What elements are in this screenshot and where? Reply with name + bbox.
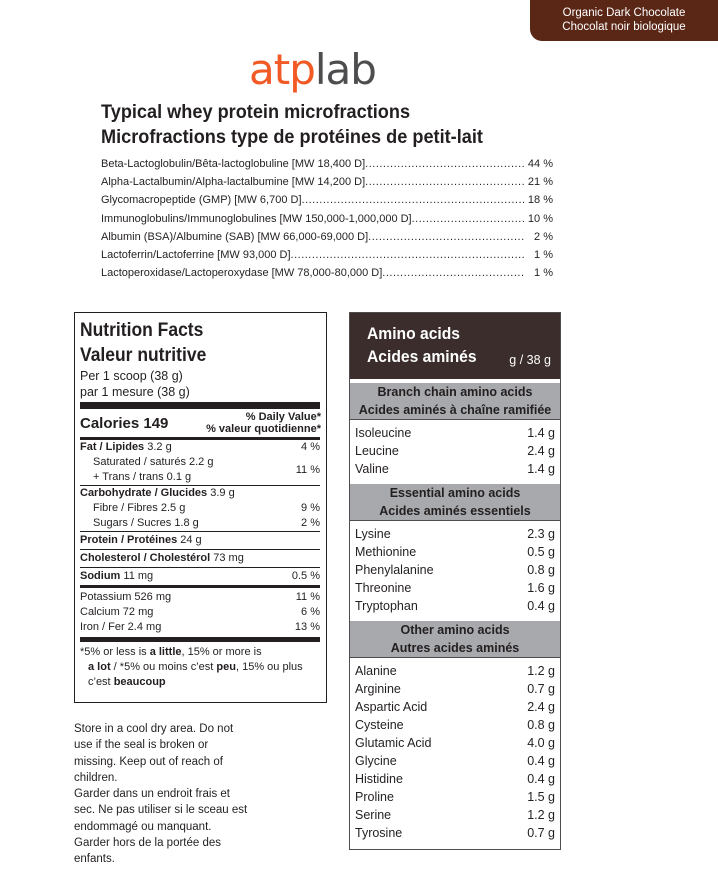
amino-name: Methionine xyxy=(355,545,417,559)
fibre-row xyxy=(80,501,320,516)
storage-line: Store in a cool dry area. Do not xyxy=(74,723,234,735)
fraction-label: Glycomacropeptide (GMP) [MW 6,700 D] xyxy=(101,194,302,207)
fractions-list xyxy=(101,155,553,282)
amino-name: Leucine xyxy=(355,444,399,458)
storage-line: children. xyxy=(74,771,118,784)
amino-row xyxy=(355,442,555,460)
carb-amount: 3.9 g xyxy=(210,487,235,499)
nutrition-title-fr: Valeur nutritive xyxy=(80,345,207,366)
trans-label: + Trans / trans 0.1 g xyxy=(93,471,192,483)
amino-name: Threonine xyxy=(355,581,412,595)
amino-acids-panel xyxy=(349,312,561,850)
leader-dots xyxy=(365,155,525,173)
storage-instructions xyxy=(74,721,259,868)
amino-name: Serine xyxy=(355,808,392,822)
footnote-bold: a little xyxy=(149,646,182,658)
amino-value: 2.4 g xyxy=(527,444,555,458)
flavor-label-en: Organic Dark Chocolate xyxy=(562,7,686,19)
footnote-text: c’est xyxy=(88,676,114,688)
amino-header xyxy=(350,313,560,379)
section-title-fr: Autres acides aminés xyxy=(390,641,520,655)
amino-row xyxy=(355,806,555,824)
fraction-label: Immunoglobulins/Immunoglobulines [MW 150,000-1,000,000 D] xyxy=(101,212,412,225)
leader-dots xyxy=(412,210,525,228)
amino-value: 0.7 g xyxy=(527,682,555,696)
amino-value: 2.3 g xyxy=(527,527,555,541)
footnote-text: , 15% ou plus xyxy=(235,661,303,673)
brand-logo xyxy=(249,45,376,94)
thick-rule xyxy=(80,402,320,409)
amino-name: Tryptophan xyxy=(355,599,418,613)
leader-dots xyxy=(291,246,525,264)
fibre-label: Fibre / Fibres 2.5 g xyxy=(93,502,186,514)
storage-line: use if the seal is broken or xyxy=(74,739,209,752)
iron-pct: 13 % xyxy=(294,621,320,633)
storage-line: missing. Keep out of reach of xyxy=(74,755,223,768)
flavor-label-fr: Chocolat noir biologique xyxy=(562,21,686,33)
amino-section-header xyxy=(350,617,560,658)
logo-part-atp: atp xyxy=(249,45,315,94)
sodium-pct: 0.5 % xyxy=(291,570,320,582)
amino-value: 0.7 g xyxy=(527,826,555,840)
daily-value-fr: % valeur quotidienne* xyxy=(206,423,321,435)
carb-label: Carbohydrate / Glucides xyxy=(80,487,208,499)
amino-row xyxy=(355,597,555,615)
amino-title-fr: Acides aminés xyxy=(367,347,477,366)
amino-row xyxy=(355,525,555,543)
amino-value: 1.2 g xyxy=(527,664,555,678)
amino-row xyxy=(355,716,555,734)
fraction-label: Lactoferrin/Lactoferrine [MW 93,000 D] xyxy=(101,248,291,261)
amino-section-header xyxy=(350,480,560,521)
logo-part-lab: lab xyxy=(314,45,376,94)
serving-size-en: Per 1 scoop (38 g) xyxy=(80,369,183,383)
potassium-row xyxy=(80,590,320,605)
sodium-label: Sodium xyxy=(80,570,121,582)
fraction-value: 1 % xyxy=(534,248,553,261)
sodium-amount: 11 mg xyxy=(123,570,154,582)
amino-value: 0.8 g xyxy=(527,563,555,577)
thick-rule xyxy=(80,637,320,642)
footnote-text: / *5% ou moins c’est xyxy=(110,661,217,673)
storage-line: sec. Ne pas utiliser si le sceau est xyxy=(74,804,248,817)
fraction-value: 18 % xyxy=(527,194,553,207)
amino-name: Glutamic Acid xyxy=(355,736,432,750)
amino-value: 1.5 g xyxy=(527,790,555,804)
sugars-row xyxy=(80,516,320,531)
fraction-value: 2 % xyxy=(534,230,553,243)
iron-row xyxy=(80,620,320,635)
daily-value-header xyxy=(206,411,321,435)
amino-name: Phenylalanine xyxy=(355,563,434,577)
amino-value: 2.4 g xyxy=(527,700,555,714)
amino-value: 0.4 g xyxy=(527,772,555,786)
fat-amount: 3.2 g xyxy=(147,441,172,453)
cholesterol-label: Cholesterol / Cholestérol xyxy=(80,552,211,564)
serving-size-fr: par 1 mesure (38 g) xyxy=(80,385,190,399)
calcium-pct: 6 % xyxy=(301,606,320,618)
amino-row xyxy=(355,460,555,478)
calcium-label: Calcium 72 mg xyxy=(80,606,154,618)
amino-value: 4.0 g xyxy=(527,736,555,750)
fat-row xyxy=(80,440,320,455)
section-title-en: Essential amino acids xyxy=(389,486,521,500)
amino-row xyxy=(355,680,555,698)
section-title-en: Other amino acids xyxy=(400,623,510,637)
storage-line: Garder dans un endroit frais et xyxy=(74,788,230,801)
protein-row xyxy=(80,532,320,549)
section-title-en: Branch chain amino acids xyxy=(377,385,533,399)
amino-list xyxy=(350,420,560,478)
calcium-row xyxy=(80,605,320,620)
amino-row xyxy=(355,561,555,579)
protein-amount: 24 g xyxy=(180,534,202,546)
fraction-row xyxy=(101,210,553,228)
saturated-trans-pct: 11 % xyxy=(295,463,320,476)
fat-pct: 4 % xyxy=(301,441,320,453)
cholesterol-row xyxy=(80,550,320,567)
amino-value: 0.4 g xyxy=(527,599,555,613)
amino-list xyxy=(350,521,560,615)
fraction-row xyxy=(101,246,553,264)
sugars-pct: 2 % xyxy=(301,517,320,529)
footnote-bold: peu xyxy=(216,661,236,673)
amino-row xyxy=(355,824,555,842)
amino-row xyxy=(355,698,555,716)
potassium-pct: 11 % xyxy=(295,591,320,603)
fibre-pct: 9 % xyxy=(301,502,320,514)
carb-row xyxy=(80,486,320,501)
section-title-fr: Acides aminés à chaîne ramifiée xyxy=(358,403,552,417)
fraction-row xyxy=(101,173,553,191)
amino-name: Glycine xyxy=(355,754,397,768)
amino-value: 1.4 g xyxy=(527,462,555,476)
amino-row xyxy=(355,752,555,770)
leader-dots xyxy=(382,264,525,282)
fraction-value: 10 % xyxy=(527,212,553,225)
serving-size xyxy=(80,368,321,400)
nutrition-title xyxy=(80,318,302,368)
footnote-text: *5% or less is xyxy=(80,646,150,658)
fraction-label: Beta-Lactoglobulin/Bêta-lactoglobuline [MW 18,400 D] xyxy=(101,158,366,170)
saturated-trans-row xyxy=(80,455,320,485)
amino-list xyxy=(350,658,560,842)
cholesterol-amount: 73 mg xyxy=(213,552,244,564)
storage-line: endommagé ou manquant. xyxy=(74,820,212,833)
amino-name: Alanine xyxy=(355,664,397,678)
iron-label: Iron / Fer 2.4 mg xyxy=(80,621,162,633)
amino-row xyxy=(355,788,555,806)
daily-value-footnote xyxy=(80,645,320,690)
fraction-label: Albumin (BSA)/Albumine (SAB) [MW 66,000-69,000 D] xyxy=(101,230,369,243)
amino-value: 0.4 g xyxy=(527,754,555,768)
amino-row xyxy=(355,734,555,752)
amino-name: Isoleucine xyxy=(355,426,412,440)
footnote-bold: a lot xyxy=(88,661,111,673)
fraction-row xyxy=(101,155,553,173)
storage-line: enfants. xyxy=(74,853,115,866)
fractions-title-en: Typical whey protein microfractions xyxy=(101,101,411,123)
nutrition-facts-panel xyxy=(74,312,327,703)
amino-title-en: Amino acids xyxy=(367,324,461,343)
sodium-row xyxy=(80,568,320,585)
amino-name: Lysine xyxy=(355,527,391,541)
amino-value: 0.8 g xyxy=(527,718,555,732)
leader-dots xyxy=(368,228,525,246)
nutrition-title-en: Nutrition Facts xyxy=(80,320,204,341)
section-title-fr: Acides aminés essentiels xyxy=(379,504,531,518)
fraction-row xyxy=(101,228,553,246)
fat-label: Fat / Lipides xyxy=(80,441,145,453)
amino-value: 1.6 g xyxy=(527,581,555,595)
potassium-label: Potassium 526 mg xyxy=(80,591,172,603)
flavor-tab xyxy=(530,0,718,41)
fraction-label: Lactoperoxidase/Lactoperoxydase [MW 78,000-80,000 D] xyxy=(101,267,383,280)
amino-row xyxy=(355,579,555,597)
amino-value: 0.5 g xyxy=(527,545,555,559)
amino-name: Histidine xyxy=(355,772,403,786)
fraction-value: 44 % xyxy=(527,158,553,170)
fraction-value: 21 % xyxy=(527,176,553,189)
protein-label: Protein / Protéines xyxy=(80,534,178,546)
amino-name: Valine xyxy=(355,462,389,476)
amino-unit: g / 38 g xyxy=(509,353,551,367)
amino-name: Aspartic Acid xyxy=(355,700,428,714)
amino-name: Cysteine xyxy=(355,718,404,732)
sugars-label: Sugars / Sucres 1.8 g xyxy=(93,517,199,529)
fraction-label: Alpha-Lactalbumin/Alpha-lactalbumine [MW 14,200 D] xyxy=(101,176,366,189)
amino-value: 1.4 g xyxy=(527,426,555,440)
amino-row xyxy=(355,662,555,680)
leader-dots xyxy=(365,173,525,191)
amino-name: Arginine xyxy=(355,682,401,696)
fraction-row xyxy=(101,191,553,209)
saturated-label: Saturated / saturés 2.2 g xyxy=(93,456,214,468)
fractions-title xyxy=(101,100,483,150)
calories-row xyxy=(80,411,321,435)
amino-name: Proline xyxy=(355,790,394,804)
fraction-row xyxy=(101,264,553,282)
storage-line: Garder hors de la portée des xyxy=(74,837,222,850)
fractions-title-fr: Microfractions type de protéines de petit-lait xyxy=(101,126,483,148)
daily-value-en: % Daily Value* xyxy=(245,411,321,423)
calories-label: Calories 149 xyxy=(80,415,169,432)
amino-row xyxy=(355,424,555,442)
amino-value: 1.2 g xyxy=(527,808,555,822)
footnote-bold: beaucoup xyxy=(113,676,166,688)
amino-name: Tyrosine xyxy=(355,826,403,840)
leader-dots xyxy=(302,191,525,209)
footnote-text: , 15% or more is xyxy=(181,646,262,658)
amino-row xyxy=(355,543,555,561)
amino-section-header xyxy=(350,379,560,420)
amino-row xyxy=(355,770,555,788)
medium-rule xyxy=(80,585,320,588)
fraction-value: 1 % xyxy=(534,267,553,280)
